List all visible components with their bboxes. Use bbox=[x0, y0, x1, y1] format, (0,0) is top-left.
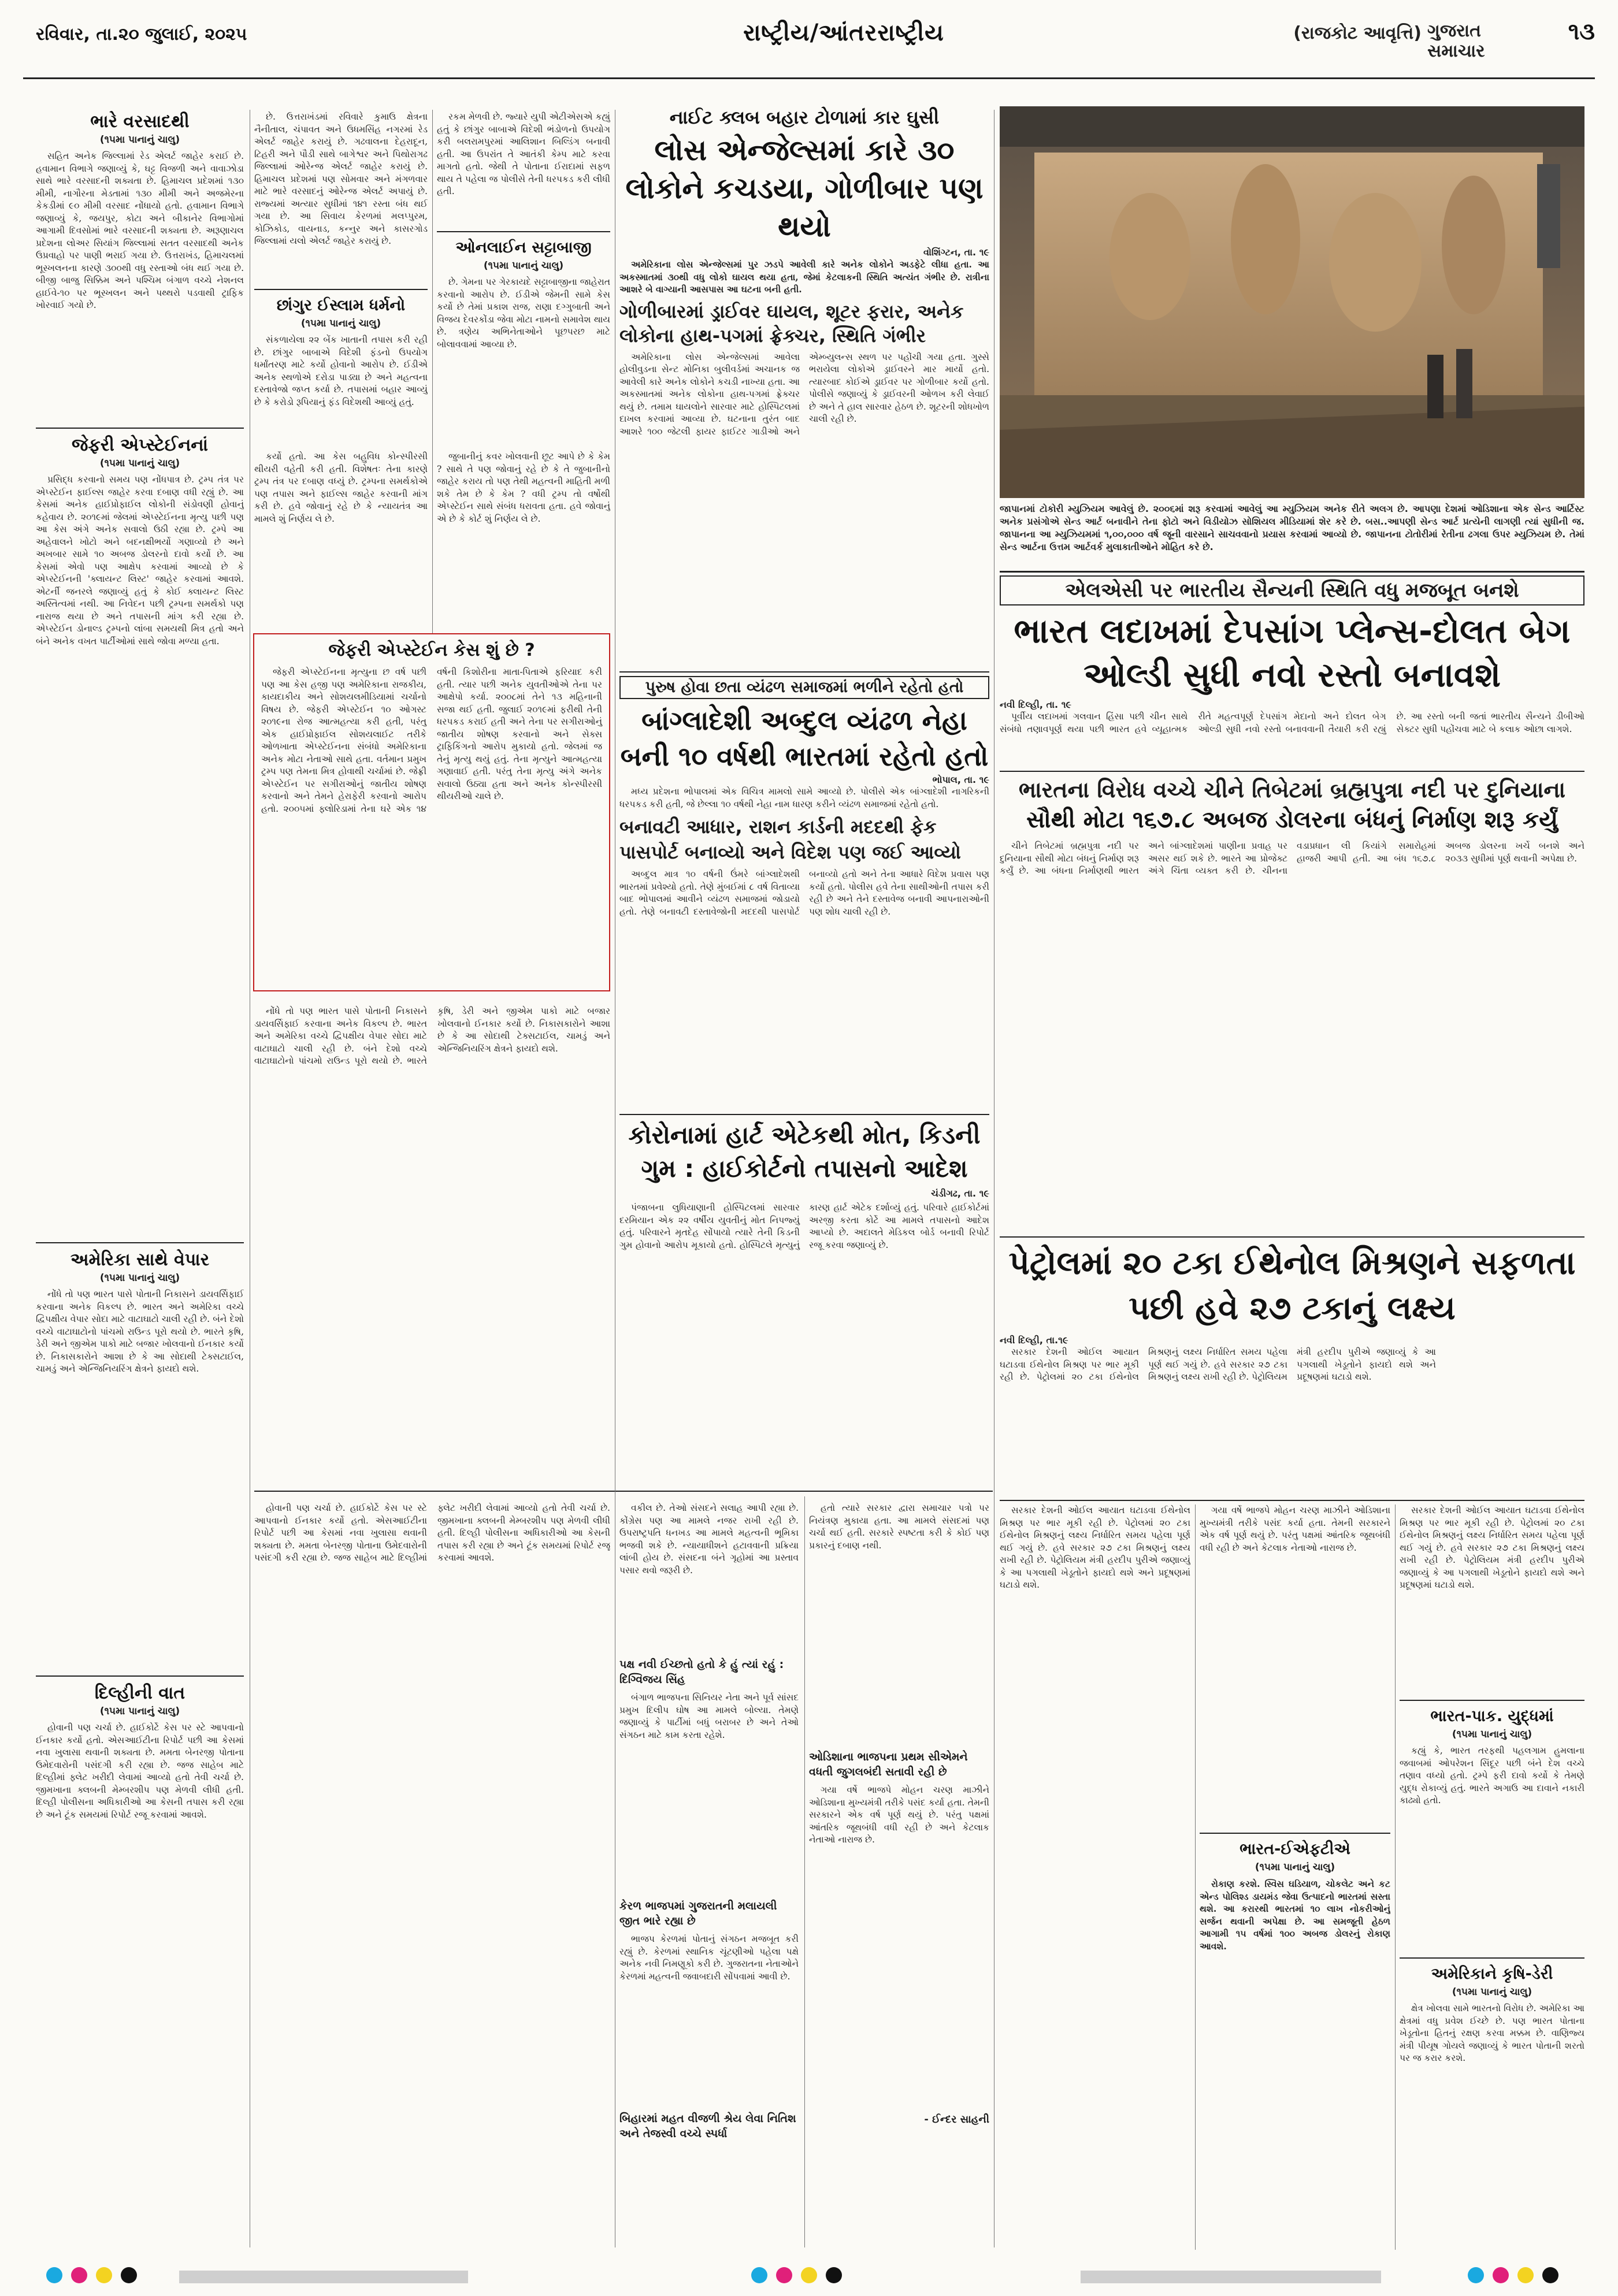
right-bottom-left-column bbox=[1000, 1504, 1190, 2256]
cyan-dot-icon bbox=[1468, 2267, 1484, 2283]
delhi-continued: (૧૫મા પાનાનું ચાલુ) bbox=[99, 1706, 180, 1717]
masthead bbox=[23, 17, 1595, 92]
delhi-continuation-text: હોવાની પણ ચર્ચા છે. હાઈકોર્ટે કેસ પર સ્ટે આપવાનો ઈનકાર કર્યો હતો. એસઆઈટીના રિપોર્ટ પછી આ કેસમાં નવા ખુલાસા થવાની શક્યતા છે. મમતા બેનરજી પોતાના ઉમેદવારોની પસંદગી કરી રહ્યા છે. જજ સાહેબ માટે દિલ્હીમાં ફ્લેટ ખરીદી લેવામાં આવ્યો હતો તેવી ચર્ચા છે. જીમખાના ક્લબની મેમ્બરશીપ પણ મેળવી લીધી હતી. દિલ્હી પોલીસના અધિકારીઓ આ કેસની તપાસ કરી રહ્યા છે અને ટૂંક સમયમાં રિપોર્ટ રજૂ કરવામાં આવશે. bbox=[254, 1503, 610, 1563]
chhangur-heading: છાંગુર ઈસ્લામ ધર્મનો bbox=[276, 296, 406, 314]
footer-bar-right bbox=[1081, 2271, 1381, 2283]
trade-heading: અમેરિકા સાથે વેપાર bbox=[70, 1250, 210, 1270]
sand-art-photo bbox=[1000, 106, 1584, 498]
bangla-story bbox=[619, 676, 989, 1109]
odisha-continued-text: ગયા વર્ષે ભાજપે મોહન ચરણ માઝીને ઓડિશાના મુખ્યમંત્રી તરીકે પસંદ કર્યા હતા. તેમની સરકારને એક વર્ષ પૂર્ણ થયું છે. પરંતુ પક્ષમાં આંતરિક જૂથબંધી વધી રહી છે અને કેટલાક નેતાઓ નારાજ છે. bbox=[1200, 1505, 1390, 1553]
dam-kicker: ભારતના વિરોધ વચ્ચે ચીને તિબેટમાં બ્રહ્મપુત્રા નદી પર દુનિયાના bbox=[1018, 777, 1566, 803]
col2-top-text: છે. ઉત્તરાખંડમાં રવિવારે કુમાઉ ક્ષેત્રના નૈનીતાલ, ચંપાવત અને ઉધમસિંહ નગરમાં રેડ એલર્ટ જાહેર કરાયું છે. ગઢવાલના દેહરાદૂન, ટિહરી અને પૌડી સાથે બાગેશ્વર અને પિથોરાગઢ જિલ્લામાં ઓરેન્જ એલર્ટ જાહેર કરાયું છે. હિમાચલ પ્રદેશમાં પણ સોમવાર અને મંગળવાર માટે ભારે વરસાદનું ઓરેન્જ એલર્ટ અપાયું છે. રાજ્યમાં અત્યાર સુધીમાં ૧૪૧ રસ્તા બંધ થઈ ગયા છે. આ સિવાય કેરળમાં મલપ્પુરમ, કોઝિકોડ, વાયનાડ, કન્નુર અને કાસરગોડ જિલ્લામાં યલો એલર્ટ જાહેર કરાયું છે. bbox=[254, 112, 428, 246]
odisha-heading: ઓડિશાના ભાજપના પ્રથમ સીએમને વધતી જુગલબંદી સતાવી રહી છે bbox=[809, 1751, 968, 1778]
bangla-headline: બાંગ્લાદેશી અબ્દુલ વ્યંઢળ નેહા બની ૧૦ વર્ષથી ભારતમાં રહેતો હતો bbox=[620, 705, 989, 772]
trade-continuation-text: નોંધે તો પણ ભારત પાસે પોતાની નિકાસને ડાયવર્સિફાઈ કરવાના અનેક વિકલ્પ છે. ભારત અને અમેરિકા વચ્ચે દ્વિપક્ષીય વેપાર સોદા માટે વાટાઘાટો ચાલી રહી છે. બંને દેશો વચ્ચે વાટાઘાટોનો પાંચમો રાઉન્ડ પૂરો થયો છે. ભારતે કૃષિ, ડેરી અને જીએમ પાકો માટે બજાર ખોલવાનો ઈનકાર કર્યો છે. નિકાસકારોને આશા છે કે આ સોદાથી ટેક્સટાઈલ, ચામડું અને એન્જિનિયરિંગ ક્ષેત્રને ફાયદો થશે. bbox=[254, 1006, 610, 1066]
nightclub-story bbox=[619, 106, 989, 667]
bangla-lead: મધ્ય પ્રદેશના ભોપાલમાં એક વિચિત્ર મામલો સામે આવ્યો છે. પોલીસે એક બાંગ્લાદેશી નાગરિકની ધરપકડ કરી હતી, જે છેલ્લા ૧૦ વર્ષથી નેહા નામ ધારણ કરીને વ્યંઢળ સમાજમાં રહેતો હતો. bbox=[619, 786, 989, 809]
delhi-heading: દિલ્હીની વાત bbox=[94, 1683, 185, 1703]
dam-headline: સૌથી મોટા ૧૬૭.૮ અબજ ડોલરના બંધનું નિર્માણ શરૂ કર્યું bbox=[1026, 807, 1558, 833]
war-continued: (૧૫મા પાનાનું ચાલુ) bbox=[1452, 1729, 1532, 1740]
lac-headline: ભારત લદાખમાં દેપસાંગ પ્લેન્સ-દોલત બેગ ઓલ્ડી સુધી નવો રસ્તો બનાવશે bbox=[1014, 611, 1571, 694]
delhi-continuation bbox=[254, 1502, 610, 2253]
magenta-dot-icon bbox=[1493, 2267, 1509, 2283]
jeffrey-mid-left-text: કર્યો હતો. આ કેસ બહુવિધ કોન્સ્પીરસી થીયરી વહેતી કરી હતી. વિશેષતઃ તેના કારણે ટ્રમ્પ તંત્ર પર દબાણ વધ્યું છે. ટ્રમ્પના સમર્થકોએ પણ તપાસ અને ફાઈલ્સ જાહેર કરવાની માંગ કરી છે. હવે જોવાનું રહે છે કે ન્યાયતંત્ર આ મામલે શું નિર્ણય લે છે. bbox=[254, 451, 428, 524]
section-rule bbox=[619, 1114, 989, 1115]
lac-text: પૂર્વીય લદાખમાં ગલવાન હિંસા પછી ચીન સાથે સંબંધો તણાવપૂર્ણ થયા પછી ભારત હવે વ્યૂહાત્મક રીતે મહત્વપૂર્ણ દેપસાંગ મેદાનો અને દોલત બેગ ઓલ્ડી સુધી નવો રસ્તો બનાવવાની તૈયારી કરી રહ્યું છે. આ રસ્તો બની જતાં ભારતીય સૈન્યને ડીબીઓ સેક્ટર સુધી પહોંચવા માટે બે કલાક ઓછા લાગશે. bbox=[1000, 711, 1584, 734]
col3-top-text: રકમ મેળવી છે. જ્યારે યુપી એટીએસએ કહ્યું હતું કે છાંગુર બાબાએ વિદેશી ભંડોળનો ઉપયોગ કરી બલરામપુરમાં આલિશાન બિલ્ડિંગ બનાવી હતી. આ ઉપરાંત તે આતંકી કેમ્પ માટે કરવા માગતો હતો. જેથી તે પોતાના ઈરાદામાં સફળ થાય તે પહેલા જ પોલીસે તેની ધરપકડ કરી લીધી હતી. bbox=[437, 112, 610, 196]
lac-kicker: એલએસી પર ભારતીય સૈન્યની સ્થિતિ વધુ મજબૂત બનશે bbox=[1000, 575, 1584, 605]
divider bbox=[1400, 1957, 1584, 1959]
nightclub-kicker: નાઈટ ક્લબ બહાર ટોળામાં કાર ઘુસી bbox=[669, 106, 940, 128]
agri-continued: (૧૫મા પાનાનું ચાલુ) bbox=[1452, 1986, 1532, 1998]
bangla-text: અબ્દુલ માત્ર ૧૦ વર્ષની ઉંમરે બાંગ્લાદેશથી ભારતમાં પ્રવેશ્યો હતો. તેણે મુંબઈમાં ૮ વર્ષ વિતાવ્યા બાદ ભોપાલમાં આવીને વ્યંઢળ સમાજમાં જોડાયો હતો. તેણે બનાવટી દસ્તાવેજોની મદદથી પાસપોર્ટ બનાવ્યો હતો અને તેના આધારે વિદેશ પ્રવાસ પણ કર્યો હતો. પોલીસ હવે તેના સાથીઓની તપાસ કરી રહી છે અને તેને દસ્તાવેજ બનાવી આપનારાઓની પણ શોધ ચાલી રહી છે. bbox=[619, 869, 989, 917]
corona-dateline: ચંડીગઢ, તા. ૧૯ bbox=[931, 1188, 989, 1199]
nightclub-dateline: વોશિંગ્ટન, તા. ૧૯ bbox=[923, 247, 989, 258]
black-dot-icon bbox=[121, 2267, 137, 2283]
petrol-side-text: સરકાર દેશની ઓઈલ આયાત ઘટાડવા ઈથેનોલ મિશ્રણ પર ભાર મૂકી રહી છે. પેટ્રોલમાં ૨૦ ટકા ઈથેનોલ મિશ્રણનું લક્ષ્ય નિર્ધારિત સમય પહેલા પૂર્ણ થઈ ગયું છે. હવે સરકાર ૨૭ ટકા મિશ્રણનું લક્ષ્ય રાખી રહી છે. પેટ્રોલિયમ મંત્રી હરદીપ પુરીએ જણાવ્યું કે આ પગલાથી ખેડૂતોને ફાયદો થશે અને પ્રદૂષણમાં ઘટાડો થશે. bbox=[1400, 1505, 1584, 1590]
jeffrey-continued: (૧૫મા પાનાનું ચાલુ) bbox=[99, 458, 180, 469]
cyan-dot-icon bbox=[46, 2267, 62, 2283]
col6-bottom-text: હતો ત્યારે સરકાર દ્વારા સમાચાર પત્રો પર નિયંત્રણ મુકાયા હતા. આ મામલે સંસદમાં પણ ચર્ચા થઈ હતી. સરકારે સ્પષ્ટતા કરી કે કોઈ પણ પ્રકારનું દબાણ નથી. bbox=[809, 1503, 989, 1551]
masthead-date: રવિવાર, તા.૨૦ જુલાઈ, ૨૦૨૫ bbox=[36, 24, 247, 44]
footer-bar-left bbox=[179, 2271, 468, 2283]
author-byline: - ઈન્દર સાહની bbox=[924, 2113, 989, 2126]
petrol-dateline: નવી દિલ્હી, તા.૧૯ bbox=[1000, 1335, 1068, 1346]
petrol-text: સરકાર દેશની ઓઈલ આયાત ઘટાડવા ઈથેનોલ મિશ્રણ પર ભાર મૂકી રહી છે. પેટ્રોલમાં ૨૦ ટકા ઈથેનોલ મિશ્રણનું લક્ષ્ય નિર્ધારિત સમય પહેલા પૂર્ણ થઈ ગયું છે. હવે સરકાર ૨૭ ટકા મિશ્રણનું લક્ષ્ય રાખી રહી છે. પેટ્રોલિયમ મંત્રી હરદીપ પુરીએ જણાવ્યું કે આ પગલાથી ખેડૂતોને ફાયદો થશે અને પ્રદૂષણમાં ઘટાડો થશે. bbox=[1000, 1347, 1436, 1382]
column-2-top bbox=[254, 111, 428, 440]
divider bbox=[254, 289, 428, 290]
efta-text: રોકાણ કરશે. સ્વિસ ઘડિયાળ, ચોકલેટ અને કટ એન્ડ પોલિશ્ડ ડાયમંડ જેવા ઉત્પાદનો ભારતમાં સસ્તા થશે. આ કરારથી ભારતમાં ૧૦ લાખ નોકરીઓનું સર્જન થવાની અપેક્ષા છે. આ સમજૂતી હેઠળ આગામી ૧૫ વર્ષમાં ૧૦૦ અબજ ડોલરનું રોકાણ આવશે. bbox=[1200, 1878, 1390, 1952]
dam-text: ચીને તિબેટમાં બ્રહ્મપુત્રા નદી પર દુનિયાના સૌથી મોટા બંધનું નિર્માણ શરૂ કર્યું છે. આ બંધના નિર્માણથી ભારત અને બાંગ્લાદેશમાં પાણીના પ્રવાહ પર અસર થઈ શકે છે. ભારતે આ પ્રોજેક્ટ અંગે ચિંતા વ્યક્ત કરી છે. ચીનના વડાપ્રધાન લી કિયાંગે સમારોહમાં હાજરી આપી હતી. આ બંધ ૧૬૭.૮ અબજ ડોલરના ખર્ચે બનશે અને ૨૦૩૩ સુધીમાં પૂર્ણ થવાની અપેક્ષા છે. bbox=[1000, 841, 1584, 876]
corona-text: પંજાબના લુધિયાણાની હોસ્પિટલમાં સારવાર દરમિયાન એક ૨૨ વર્ષીય યુવતીનું મોત નિપજ્યું હતું. પરિવારને મૃતદેહ સોંપાયો ત્યારે તેની કિડની ગુમ હોવાનો આરોપ મૂકાયો હતો. હોસ્પિટલે મૃત્યુનું કારણ હાર્ટ એટેક દર્શાવ્યું હતું. પરિવારે હાઈકોર્ટમાં અરજી કરતા કોર્ટે આ મામલે તપાસનો આદેશ આપ્યો છે. અદાલતે મેડિકલ બોર્ડ બનાવી રિપોર્ટ રજૂ કરવા જણાવ્યું છે. bbox=[619, 1202, 989, 1250]
trade-continued: (૧૫મા પાનાનું ચાલુ) bbox=[99, 1272, 180, 1284]
nightclub-text: અમેરિકાના લોસ એન્જેલ્સમાં આવેલા હોલીવુડના સેન્ટ મોનિકા બુલીવર્ડમાં અચાનક જ આવેલી કારે અનેક લોકોને કચડી નાખ્યા હતા. આ અકસ્માતમાં અનેક લોકોના હાથ-પગમાં ફ્રેક્ચર થયું છે. તમામ ઘાયલોને સારવાર માટે હોસ્પિટલમાં દાખલ કરવામાં આવ્યા છે. ઘટનાના તુરંત બાદ આશરે ૧૦૦ જેટલી ફાયર ફાઈટર ગાડીઓ અને એમ્બ્યુલન્સ સ્થળ પર પહોંચી ગયા હતા. ગુસ્સે ભરાયેલા લોકોએ ડ્રાઈવરને માર માર્યો હતો. ત્યારબાદ કોઈએ ડ્રાઈવર પર ગોળીબાર કર્યો હતો. પોલીસે જણાવ્યું કે ડ્રાઈવરની ઓળખ કરી લેવાઈ છે અને તે હાલ સારવાર હેઠળ છે. શૂટરની શોધખોળ ચાલી રહી છે. bbox=[619, 351, 989, 437]
section-rule bbox=[254, 1491, 993, 1492]
bangla-kicker: પુરુષ હોવા છતા વ્યંઢળ સમાજમાં ભળીને રહેતો હતો bbox=[619, 676, 989, 699]
rain-heading: ભારે વરસાદથી bbox=[90, 112, 190, 132]
petrol-continued-text: સરકાર દેશની ઓઈલ આયાત ઘટાડવા ઈથેનોલ મિશ્રણ પર ભાર મૂકી રહી છે. પેટ્રોલમાં ૨૦ ટકા ઈથેનોલ મિશ્રણનું લક્ષ્ય નિર્ધારિત સમય પહેલા પૂર્ણ થઈ ગયું છે. હવે સરકાર ૨૭ ટકા મિશ્રણનું લક્ષ્ય રાખી રહી છે. પેટ્રોલિયમ મંત્રી હરદીપ પુરીએ જણાવ્યું કે આ પગલાથી ખેડૂતોને ફાયદો થશે અને પ્રદૂષણમાં ઘટાડો થશે. bbox=[1000, 1505, 1190, 1590]
efta-continued: (૧૫મા પાનાનું ચાલુ) bbox=[1255, 1862, 1335, 1873]
right-bottom-right-column bbox=[1400, 1504, 1584, 2256]
column-3-top bbox=[437, 111, 610, 440]
paper-logo: ગુજરાત સમાચાર bbox=[1427, 21, 1485, 61]
magenta-dot-icon bbox=[71, 2267, 87, 2283]
left-column bbox=[36, 111, 244, 2260]
section-rule bbox=[1000, 1236, 1584, 1238]
bangla-subhead: બનાવટી આધાર, રાશન કાર્ડની મદદથી ફેક પાસપોર્ટ બનાવ્યો અને વિદેશ પણ જઈ આવ્યો bbox=[619, 816, 961, 863]
agri-heading: અમેરિકાને કૃષિ-ડેરી bbox=[1431, 1965, 1553, 1983]
congress-heading: પક્ષ નવી ઈચ્છતો હતો કે હું ત્યાં રહું : દિગ્વિજય સિંહ bbox=[619, 1658, 784, 1686]
photo-caption bbox=[1000, 503, 1584, 560]
trade-text: નોંધે તો પણ ભારત પાસે પોતાની નિકાસને ડાયવર્સિફાઈ કરવાના અનેક વિકલ્પ છે. ભારત અને અમેરિકા વચ્ચે દ્વિપક્ષીય વેપાર સોદા માટે વાટાઘાટો ચાલી રહી છે. બંને દેશો વચ્ચે વાટાઘાટોનો પાંચમો રાઉન્ડ પૂરો થયો છે. ભારતે કૃષિ, ડેરી અને જીએમ પાકો માટે બજાર ખોલવાનો ઈનકાર કર્યો છે. નિકાસકારોને આશા છે કે આ સોદાથી ટેક્સટાઈલ, ચામડું અને એન્જિનિયરિંગ ક્ષેત્રને ફાયદો થશે. bbox=[36, 1289, 244, 1374]
section-title: રાષ્ટ્રીય/આંતરરાષ્ટ્રીય bbox=[743, 20, 944, 46]
section-rule bbox=[1000, 771, 1584, 772]
col5-bottom-text: વકીલ છે. તેઓ સંસદને સલાહ આપી રહ્યા છે. કોંગ્રેસ પણ આ મામલે નજર રાખી રહી છે. ઉપરાષ્ટ્રપતિ ધનખડ આ મામલે મહત્વની ભૂમિકા ભજવી શકે છે. ન્યાયાધીશને હટાવવાની પ્રક્રિયા લાંબી હોય છે. સંસદના બંને ગૃહોમાં આ પ્રસ્તાવ પસાર થવો જરૂરી છે. bbox=[619, 1503, 799, 1576]
column-rule bbox=[804, 1496, 805, 2247]
dam-story bbox=[1000, 775, 1584, 1232]
nightclub-headline: લોસ એન્જેલ્સમાં કારે ૩૦ લોકોને કચડયા, ગોળીબાર પણ થયો bbox=[625, 133, 984, 243]
divider bbox=[36, 1242, 244, 1243]
delhi-text: હોવાની પણ ચર્ચા છે. હાઈકોર્ટે કેસ પર સ્ટે આપવાનો ઈનકાર કર્યો હતો. એસઆઈટીના રિપોર્ટ પછી આ કેસમાં નવા ખુલાસા થવાની શક્યતા છે. મમતા બેનરજી પોતાના ઉમેદવારોની પસંદગી કરી રહ્યા છે. જજ સાહેબ માટે દિલ્હીમાં ફ્લેટ ખરીદી લેવામાં આવ્યો હતો તેવી ચર્ચા છે. જીમખાના ક્લબની મેમ્બરશીપ પણ મેળવી લીધી હતી. દિલ્હી પોલીસના અધિકારીઓ આ કેસની તપાસ કરી રહ્યા છે અને ટૂંક સમયમાં રિપોર્ટ રજૂ કરવામાં આવશે. bbox=[36, 1722, 244, 1820]
black-dot-icon bbox=[1542, 2267, 1558, 2283]
cyan-dot-icon bbox=[751, 2267, 767, 2283]
jeffrey-explainer-box bbox=[253, 633, 610, 991]
section-rule bbox=[1000, 1500, 1584, 1501]
jeffrey-mid-right-text: જુબાનીનું કવર ખોલવાની છૂટ આપે છે કે કેમ ? સાથે તે પણ જોવાનું રહે છે કે તે જુબાનીનો જાહેર કરાય તો પણ તેથી મહત્વની માહિતી મળી શકે તેમ છે કે કેમ ? વધી ટ્રમ્પ તો વર્ષોથી એપ્સ્ટેઈન સાથે સંબંધ ધરાવતા હતા. હવે જોવાનું એ છે કે કોર્ટ શું નિર્ણય લે છે. bbox=[437, 451, 610, 524]
war-heading: ભારત-પાક. યુદ્ધમાં bbox=[1430, 1707, 1554, 1725]
column-5-bottom bbox=[619, 1502, 799, 2253]
odisha-text: ગયા વર્ષે ભાજપે મોહન ચરણ માઝીને ઓડિશાના મુખ્યમંત્રી તરીકે પસંદ કર્યા હતા. તેમની સરકારને એક વર્ષ પૂર્ણ થયું છે. પરંતુ પક્ષમાં આંતરિક જૂથબંધી વધી રહી છે અને કેટલાક નેતાઓ નારાજ છે. bbox=[809, 1785, 989, 1845]
registration-marks-center bbox=[751, 2267, 925, 2287]
jeffrey-mid-left bbox=[254, 451, 428, 624]
rain-text: સહિત અનેક જિલ્લામાં રેડ એલર્ટ જાહેર કરાઈ છે. હવામાન વિભાગે જણાવ્યું કે, ઘટ્ટ વિજળી અને વાવાઝોડા સાથે ભારે વરસાદની શક્યતા છે. હિમાચલ પ્રદેશમાં ૧૩૦ મીમી, નાગૌરના મેડતામાં ૧૩૦ મીમી અને અજમેરના કેકડીમાં ૯૦ મીમી વરસાદ નોંધાયો હતો. હવામાન વિભાગે જણાવ્યું કે, જયપુર, કોટા અને બીકાનેર વિભાગોમાં આગામી દિવસોમાં ભારે વરસાદની શક્યતા છે. અરૂણાચલ પ્રદેશના લોઅર સિયાંગ જિલ્લામાં સતત વરસાદથી અનેક ઉપ્રવાહો પર પાણી ભરાઈ ગયા છે. ઉત્તરાખંડ, હિમાચલમાં ભૂસ્ખલનના કારણે ૩૦૦થી વધુ રસ્તાઓ બંધ થઈ ગયા છે. બીજી બાજુ સિક્કિમ અને પશ્ચિમ બંગાળ વચ્ચે નેશનલ હાઈવે-૧૦ પર ભૂસ્ખલન અને પથ્થરો પડવાથી ટ્રાફિક ખોરવાઈ ગયો છે. bbox=[36, 151, 244, 310]
congress-text: બંગાળ ભાજપના સિનિયર નેતા અને પૂર્વ સાંસદ પ્રમુખ દિલીપ ઘોષ આ મામલે બોલ્યા. તેમણે જણાવ્યું કે પાર્ટીમાં બધું બરાબર છે અને તેઓ સંગઠન માટે કામ કરતા રહેશે. bbox=[619, 1692, 799, 1740]
yellow-dot-icon bbox=[96, 2267, 112, 2283]
yellow-dot-icon bbox=[801, 2267, 817, 2283]
photo-caption-text: જાપાનમાં ટોકોરી મ્યુઝિયમ આવેલું છે. ૨૦૦૬માં શરૂ કરવામાં આવેલું આ મ્યુઝિયમ અનેક રીતે અલગ છે. આપણા દેશમાં ઓડિશાના એક સેન્ડ આર્ટિસ્ટ અનેક પ્રસંગોએ સેન્ડ આર્ટ બનાવીને તેના ફોટો અને વિડીયોઝ સોશિયલ મીડિયામાં શેર કરે છે. બસ..આપણી સેન્ડ આર્ટ પ્રત્યેની લાગણી ત્યાં સુધીની જ. જાપાનના આ મ્યુઝિયમમાં ૧,૦૦,૦૦૦ વર્ષ જૂની વારસાને સાચવવાનો પ્રયાસ કરવામાં આવ્યો છે. જાપાનના ટોતોરીમાં રેતીના ઢગલા ઉપર મ્યુઝિયમ છે. તેમાં સેન્ડ આર્ટના ઉત્તમ આર્ટવર્ક મુલાકાતીઓને મોહિત કરે છે. bbox=[1000, 503, 1584, 552]
online-betting-text: છે. ગેમના પર ગેરકાયદે સટ્ટાબાજીના જાહેરાત કરવાનો આરોપ છે. ઈડીએ જેમની સામે કેસ કર્યો છે તેમાં પ્રકાશ રાજ, રાણા દગ્ગુબાતી અને વિજય દેવરકોંડા જેવા મોટા નામનો સમાવેશ થાય છે. ત્રણેય અભિનેતાઓને પૂછપરછ માટે બોલાવવામાં આવ્યા છે. bbox=[437, 277, 610, 350]
war-text: કહ્યું કે, ભારત તરફથી પહલગામ હુમલાના જવાબમાં ઓપરેશન સિંદૂર પછી બંને દેશ વચ્ચે તણાવ વધ્યો હતો. ટ્રમ્પે ફરી દાવો કર્યો કે તેમણે યુદ્ધ રોકાવ્યું હતું. ભારતે અગાઉ આ દાવાને નકારી કાઢ્યો હતો. bbox=[1400, 1745, 1584, 1805]
bihar-heading: બિહારમાં મહત વીજળી શ્રેય લેવા નિતિશ અને તેજસ્વી વચ્ચે સ્પર્ધા bbox=[619, 2112, 796, 2140]
nightclub-lead: અમેરિકાના લોસ એન્જેલ્સમાં પુર ઝડપે આવેલી કારે અનેક લોકોને અડફેટે લીધા હતા. આ અકસ્માતમાં ૩૦થી વધુ લોકો ઘાયલ થયા હતા, જેમાં કેટલાકની સ્થિતિ અત્યંત ગંભીર છે. રાત્રીના આશરે બે વાગ્યાની આસપાસ આ ઘટના બની હતી. bbox=[619, 259, 989, 295]
bangla-dateline: ભોપાલ, તા. ૧૯ bbox=[932, 774, 989, 785]
edition-label: (રાજકોટ આવૃત્તિ) bbox=[1293, 23, 1422, 43]
trade-continuation bbox=[254, 1005, 610, 1375]
chhangur-continued: (૧૫મા પાનાનું ચાલુ) bbox=[300, 318, 381, 329]
black-dot-icon bbox=[826, 2267, 842, 2283]
kerala-text: ભાજપ કેરળમાં પોતાનું સંગઠન મજબૂત કરી રહ્યું છે. કેરળમાં સ્થાનિક ચૂંટણીઓ પહેલા પક્ષે અનેક નવી નિમણૂકો કરી છે. ગુજરાતના નેતાઓને કેરળમાં મહત્વની જવાબદારી સોંપવામાં આવી છે. bbox=[619, 1934, 799, 1982]
column-6-bottom bbox=[809, 1502, 989, 2253]
jeffrey-box-title: જેફરી એપ્સ્ટેઈન કેસ શું છે ? bbox=[328, 640, 535, 660]
jeffrey-mid-right bbox=[437, 451, 610, 624]
jeffrey-box-text: જેફરી એપ્સ્ટેઈનના મૃત્યુના છ વર્ષ પછી પણ આ કેસ હજી પણ અમેરિકાના રાજકીય, કાયદાકીય અને સોશયલમીડિયામાં ચર્ચાનો વિષય છે. જેફરી એપ્સ્ટેઈન ૧૦ ઓગસ્ટ ૨૦૧૯ના રોજ આત્મહત્યા કરી હતી, પરંતુ એક હાઈપ્રોફાઈલ સોશયલાઈટ તરીકે ઓળખાતા એપ્સ્ટેઈનના સંબંધો અમેરિકાના અનેક મોટા નેતાઓ સાથે હતા. વર્તમાન પ્રમુખ ટ્રમ્પ પણ તેમના મિત્ર હોવાથી ચર્ચામાં છે. જેફ્રી એપ્સ્ટેઈન પર સગીરાઓનું જાતીય શોષણ કરવાનો અને તેમને હેરાફેરી કરવાનો આરોપ હતો. ૨૦૦૫માં ફ્લોરિડામાં તેના ઘરે એક ૧૪ વર્ષની કિશોરીના માતા-પિતાએ ફરિયાદ કરી હતી. ત્યાર પછી અનેક યુવતીઓએ તેના પર આક્ષેપો કર્યા. ૨૦૦૮માં તેને ૧૩ મહિનાની સજા થઈ હતી. જુલાઈ ૨૦૧૯માં ફરીથી તેની ધરપકડ કરાઈ હતી અને તેના પર સગીરાઓનું જાતીય શોષણ કરવાનો અને સેક્સ ટ્રાફિકિંગનો આરોપ મુકાયો હતો. જેલમાં જ તેનું મૃત્યુ થયું હતું. તેના મૃત્યુને આત્મહત્યા ગણાવાઈ હતી. પરંતુ તેના મૃત્યુ અંગે અનેક સવાલો ઉઠ્યા હતા અને અનેક કોન્સ્પીરસી થીયરીઓ ચાલે છે. bbox=[261, 667, 602, 814]
lac-story bbox=[1000, 575, 1584, 766]
online-betting-heading: ઓનલાઈન સટ્ટાબાજી bbox=[455, 239, 592, 257]
sand-sculpture-image bbox=[1000, 106, 1584, 498]
divider bbox=[437, 231, 610, 232]
kerala-heading: કેરળ ભાજપમાં ગુજરાતની મલાયલી જીત ભારે રહ્યા છે bbox=[619, 1900, 777, 1927]
efta-heading: ભારત-ઈએફટીએ bbox=[1240, 1840, 1350, 1858]
yellow-dot-icon bbox=[1517, 2267, 1534, 2283]
registration-marks-right bbox=[1468, 2267, 1589, 2287]
corona-headline: કોરોનામાં હાર્ટ એટેકથી મોત, કિડની ગુમ : હાઈકોર્ટનો તપાસનો આદેશ bbox=[628, 1121, 981, 1183]
divider bbox=[1400, 1700, 1584, 1701]
nightclub-subhead: ગોળીબારમાં ડ્રાઈવર ઘાયલ, શૂટર ફરાર, અનેક લોકોના હાથ-પગમાં ફ્રેક્ચર, સ્થિતિ ગંભીર bbox=[619, 300, 964, 347]
online-betting-continued: (૧૫મા પાનાનું ચાલુ) bbox=[483, 260, 564, 272]
divider bbox=[1200, 1833, 1390, 1834]
divider bbox=[36, 1675, 244, 1677]
right-bottom-middle-column bbox=[1200, 1504, 1390, 2256]
jeffrey-heading: જેફરી એપ્સ્ટેઈનનાં bbox=[71, 435, 208, 455]
divider bbox=[36, 428, 244, 429]
jeffrey-text: પ્રસિદ્ધ કરવાનો સમય પણ નોંધપાત્ર છે. ટ્રમ્પ તંત્ર પર એપ્સ્ટેઈન ફાઈલ્સ જાહેર કરવા દબાણ વધી રહ્યું છે. આ કેસમાં અનેક હાઈપ્રોફાઈલ લોકોની સંડોવણી હોવાનું કહેવાય છે. ૨૦૧૯માં જેલમાં એપ્સ્ટેઈનના મૃત્યુ પછી પણ આ કેસ અંગે અનેક સવાલો ઉઠી રહ્યા છે. ટ્રમ્પે આ અહેવાલને ખોટો અને બદનક્ષીભર્યો ગણાવ્યો છે અને અખબાર સામે ૧૦ અબજ ડોલરનો દાવો કર્યો છે. આ કેસમાં એવો પણ આક્ષેપ કરવામાં આવ્યો છે કે એપ્સ્ટેઈનની 'ક્લાયન્ટ લિસ્ટ' જાહેર કરવામાં આવશે. એટર્ની જનરલે જણાવ્યું હતું કે કોઈ ક્લાયન્ટ લિસ્ટ અસ્તિત્વમાં નથી. આ નિવેદન પછી ટ્રમ્પના સમર્થકો પણ નારાજ થયા છે અને તપાસની માંગ કરી રહ્યા છે. એપ્સ્ટેઈન ડોનાલ્ડ ટ્રમ્પનો લાંબા સમયથી મિત્ર હતો અને બંને અનેક વખત પાર્ટીઓમાં સાથે જોવા મળ્યા હતા. bbox=[36, 474, 244, 647]
chhangur-text: સંકળાયેલા ૨૨ બેંક ખાતાની તપાસ કરી રહી છે. છાંગુર બાબાએ વિદેશી ફંડનો ઉપયોગ ધર્માંતરણ માટે કર્યો હોવાનો આરોપ છે. ઈડીએ અનેક સ્થળોએ દરોડા પાડ્યા છે અને મહત્વના દસ્તાવેજો જપ્ત કર્યા છે. તપાસમાં બહાર આવ્યું છે કે કરોડો રૂપિયાનું ફંડ વિદેશથી આવ્યું હતું. bbox=[254, 335, 428, 407]
section-rule bbox=[1000, 571, 1584, 573]
masthead-rule bbox=[23, 77, 1595, 79]
corona-story bbox=[619, 1119, 989, 1488]
section-rule bbox=[619, 671, 989, 673]
rain-continued: (૧૫મા પાનાનું ચાલુ) bbox=[99, 134, 180, 146]
agri-text: ક્ષેત્ર ખોલવા સામે ભારતનો વિરોધ છે. અમેરિકા આ ક્ષેત્રમાં વધુ પ્રવેશ ઈચ્છે છે. પણ ભારત પોતાના ખેડૂતોના હિતનું રક્ષણ કરવા મક્કમ છે. વાણિજ્ય મંત્રી પીયૂષ ગોયલે જણાવ્યું કે ભારત પોતાની શરતો પર જ કરાર કરશે. bbox=[1400, 2003, 1584, 2063]
lac-dateline: નવી દિલ્હી, તા. ૧૯ bbox=[1000, 699, 1072, 710]
magenta-dot-icon bbox=[776, 2267, 792, 2283]
column-rule bbox=[1395, 1504, 1396, 2250]
petrol-story bbox=[1000, 1241, 1584, 1495]
page-number: ૧૩ bbox=[1568, 18, 1595, 45]
column-rule bbox=[1195, 1504, 1196, 2250]
petrol-headline: પેટ્રોલમાં ૨૦ ટકા ઈથેનોલ મિશ્રણને સફળતા પછી હવે ૨૭ ટકાનું લક્ષ્ય bbox=[1008, 1244, 1576, 1327]
